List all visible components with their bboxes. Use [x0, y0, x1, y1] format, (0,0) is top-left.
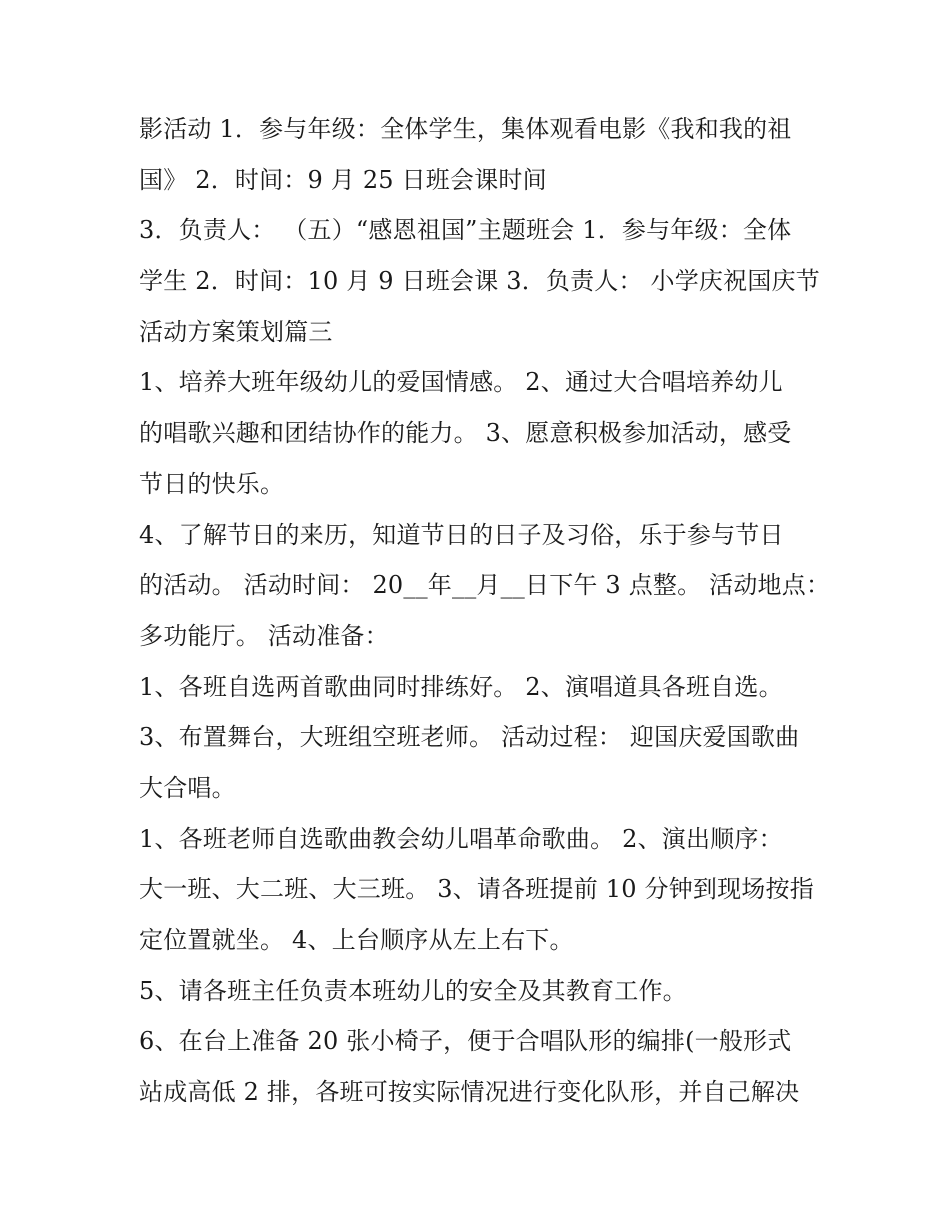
text-line: 活动方案策划篇三: [139, 317, 333, 346]
text-line: 3．负责人： （五）“感恩祖国”主题班会 1．参与年级：全体: [139, 216, 792, 245]
text-line: 1、各班自选两首歌曲同时排练好。 2、演唱道具各班自选。: [139, 672, 783, 701]
text-line: 的唱歌兴趣和团结协作的能力。 3、愿意积极参加活动，感受: [139, 419, 792, 448]
text-line: 的活动。 活动时间： 20__年__月__日下午 3 点整。 活动地点：: [139, 571, 831, 600]
text-line: 大合唱。: [139, 773, 236, 802]
text-line: 大一班、大二班、大三班。 3、请各班提前 10 分钟到现场按指: [139, 875, 814, 904]
text-line: 学生 2．时间：10 月 9 日班会课 3．负责人： 小学庆祝国庆节: [139, 267, 820, 296]
text-line: 节日的快乐。: [139, 469, 285, 498]
text-line: 1、各班老师自选歌曲教会幼儿唱革命歌曲。 2、演出顺序：: [139, 824, 783, 853]
text-line: 5、请各班主任负责本班幼儿的安全及其教育工作。: [139, 976, 687, 1005]
text-line: 影活动 1．参与年级：全体学生，集体观看电影《我和我的祖: [139, 115, 792, 143]
document-body: [139, 104, 831, 1118]
text-line: 定位置就坐。 4、上台顺序从左上右下。: [139, 926, 574, 954]
text-line: 4、了解节日的来历，知道节日的日子及习俗，乐于参与节日: [139, 520, 784, 549]
text-line: 6、在台上准备 20 张小椅子，便于合唱队形的编排(一般形式: [139, 1027, 792, 1056]
text-line: 3、布置舞台，大班组空班老师。 活动过程： 迎国庆爱国歌曲: [139, 723, 800, 752]
text-line: 国》 2．时间：9 月 25 日班会课时间: [139, 165, 547, 194]
text-line: 站成高低 2 排，各班可按实际情况进行变化队形，并自己解决: [139, 1078, 800, 1107]
text-line: 多功能厅。 活动准备：: [139, 621, 389, 650]
text-line: 1、培养大班年级幼儿的爱国情感。 2、通过大合唱培养幼儿: [139, 368, 783, 397]
